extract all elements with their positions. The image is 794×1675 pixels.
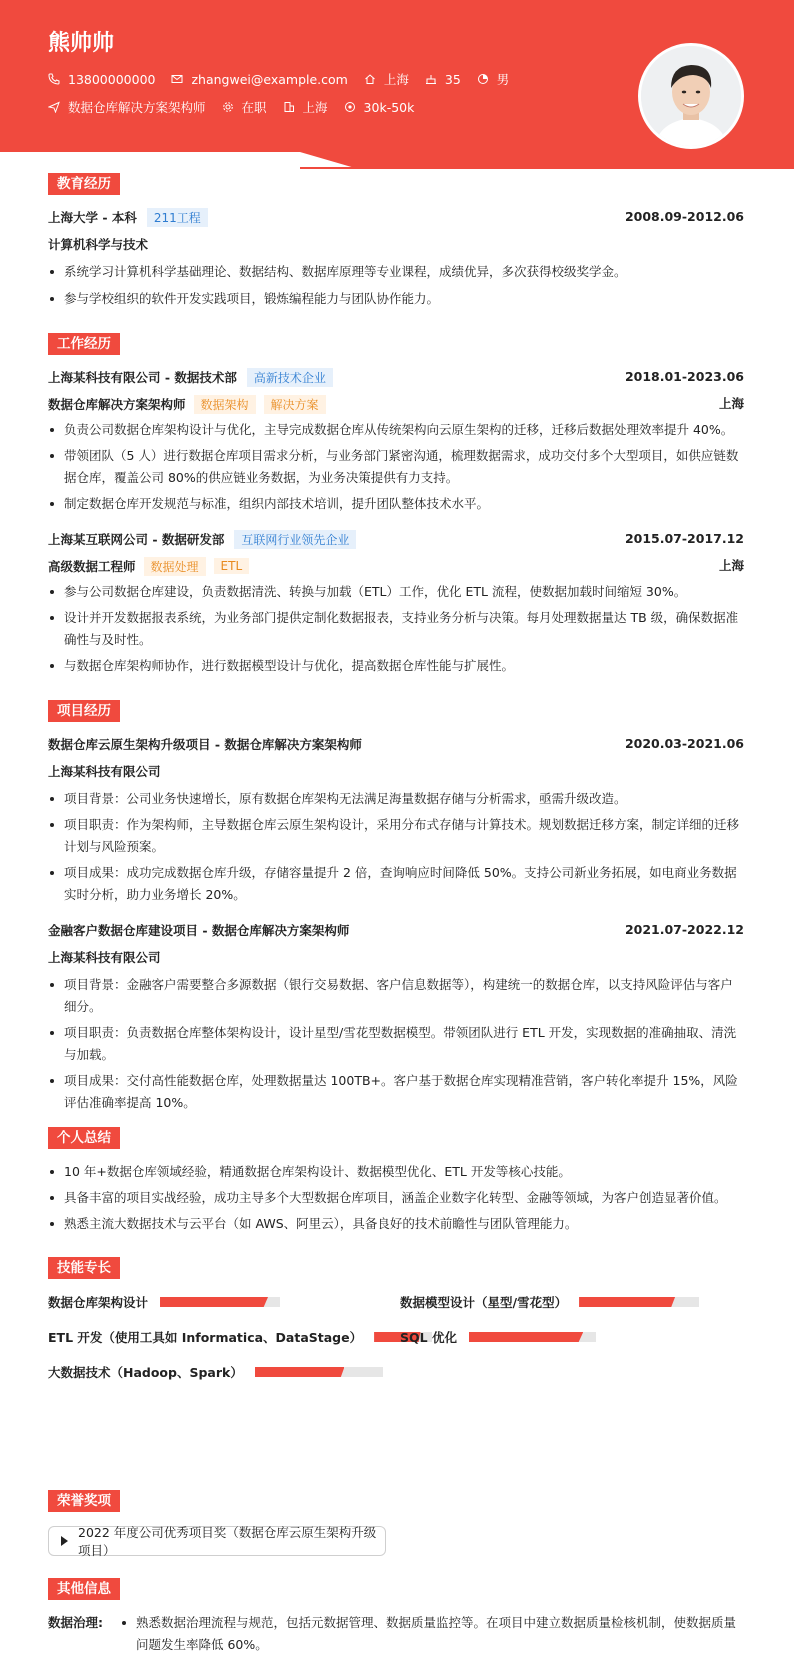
list-item: 项目成果：成功完成数据仓库升级，存储容量提升 2 倍，查询响应时间降低 50%。支持公司新业务拓展，如电商业务数据实时分析，助力业务增长 20%。 [48,862,744,906]
summary-bullets [48,1161,744,1235]
cake-icon [425,73,437,85]
gender-icon [477,73,489,85]
skill-bar [469,1332,596,1342]
list-item: 10 年+数据仓库领域经验，精通数据仓库架构设计、数据模型优化、ETL 开发等核心技能。 [48,1161,744,1183]
section-header [48,1257,744,1281]
section-header [48,1490,744,1514]
job-header [48,367,744,387]
project-header [48,920,744,940]
other-label: 数据治理: [48,1615,103,1630]
salary-item [344,100,415,115]
company-name: 上海某科技有限公司 - 数据技术部 [48,370,237,385]
avatar [638,43,744,149]
job-bullets [48,581,744,677]
list-item: 项目背景：金融客户需要整合多源数据（银行交易数据、客户信息数据等），构建统一的数据仓库，以支持风险评估与客户细分。 [48,974,744,1018]
send-icon [48,101,60,113]
caret-right-icon [61,1536,68,1546]
work-section [48,333,744,677]
section-header [48,1127,744,1151]
education-section [48,173,744,310]
skill-bar-fill [255,1367,345,1377]
section-title: 项目经历 [48,700,120,722]
skill-name: 数据模型设计（星型/雪花型） [400,1295,568,1310]
gear-icon [222,101,234,113]
job-location: 上海 [718,396,744,411]
skills-section [48,1257,744,1281]
list-item: 设计并开发数据报表系统，为业务部门提供定制化数据报表，支持业务分析与决策。每月处理数据量达 TB 级，确保数据准确性与及时性。 [48,607,744,651]
skill-item [400,1328,596,1346]
phone-text: 13800000000 [68,71,156,87]
position-text: 数据仓库解决方案架构师 [68,100,206,115]
skill-name: SQL 优化 [400,1330,457,1345]
project-company: 上海某科技有限公司 [48,764,161,779]
skill-item [48,1293,280,1311]
company-tag: 互联网行业领先企业 [234,530,356,549]
building-icon [283,101,295,113]
section-title: 荣誉奖项 [48,1490,120,1512]
skill-name: ETL 开发（使用工具如 Informatica、DataStage） [48,1330,363,1345]
project-name: 数据仓库云原生架构升级项目 - 数据仓库解决方案架构师 [48,737,362,752]
school-name: 上海大学 - 本科 [48,210,137,225]
city-item [364,70,409,88]
section-header [48,173,744,197]
section-header [48,333,744,357]
candidate-name: 熊帅帅 [48,31,115,56]
list-item: 项目背景：公司业务快速增长，原有数据仓库架构无法满足海量数据存储与分析需求，亟需升级改造。 [48,788,744,810]
skill-bar-fill [160,1297,268,1307]
project-company: 上海某科技有限公司 [48,950,161,965]
job-header [48,529,744,549]
job-role-row [48,394,744,414]
other-item [48,1612,744,1656]
age-item [425,72,461,87]
education-row [48,207,744,227]
section-header [48,1578,744,1602]
job-role: 高级数据工程师 [48,559,136,574]
skill-bar [160,1297,280,1307]
projects-section [48,700,744,1114]
section-title: 工作经历 [48,333,120,355]
phone-item [48,72,155,87]
project-period: 2020.03-2021.06 [624,736,744,751]
list-item: 参与学校组织的软件开发实践项目，锻炼编程能力与团队协作能力。 [48,288,744,310]
summary-section [48,1127,744,1235]
project-name: 金融客户数据仓库建设项目 - 数据仓库解决方案架构师 [48,923,350,938]
other-bullets [120,1612,744,1656]
contact-row [48,70,525,88]
job-location: 上海 [718,558,744,573]
skill-item [400,1293,699,1311]
awards-section [48,1490,744,1514]
section-header [48,700,744,724]
skill-name: 数据仓库架构设计 [48,1295,149,1310]
skill-item [48,1363,383,1381]
phone-icon [48,73,60,85]
status-text: 在职 [241,100,267,115]
resume-header [0,0,794,185]
list-item: 制定数据仓库开发规范与标准，组织内部技术培训，提升团队整体技术水平。 [48,493,744,515]
mail-icon [171,73,183,85]
section-title: 其他信息 [48,1578,120,1600]
coin-icon [344,101,356,113]
list-item: 熟悉数据治理流程与规范，包括元数据管理、数据质量监控等。在项目中建立数据质量检核机制，使数据质量问题发生率降低 60%。 [120,1612,744,1656]
list-item: 具备丰富的项目实战经验，成功主导多个大型数据仓库项目，涵盖企业数字化转型、金融等领域，为客户创造显著价值。 [48,1187,744,1209]
position-item [48,98,206,116]
company-name: 上海某互联网公司 - 数据研发部 [48,532,225,547]
skill-item [48,1328,432,1346]
target-city-text: 上海 [302,100,328,115]
job-role-row [48,556,744,576]
school-tag: 211工程 [147,208,208,227]
project-header [48,734,744,754]
skill-bar [255,1367,383,1377]
list-item: 项目职责：作为架构师，主导数据仓库云原生架构设计，采用分布式存储与计算技术。规划数据迁移方案，制定详细的迁移计划与风险预案。 [48,814,744,858]
list-item: 熟悉主流大数据技术与云平台（如 AWS、阿里云），具备良好的技术前瞻性与团队管理能力。 [48,1213,744,1235]
list-item: 与数据仓库架构师协作，进行数据模型设计与优化，提高数据仓库性能与扩展性。 [48,655,744,677]
salary-text: 30k-50k [363,99,415,115]
role-tag: 数据处理 [144,557,206,576]
section-title: 个人总结 [48,1127,120,1149]
company-tag: 高新技术企业 [247,368,333,387]
project-period: 2021.07-2022.12 [624,922,744,937]
gender-item [477,70,510,88]
section-title: 技能专长 [48,1257,120,1279]
skill-bar-fill [469,1332,583,1342]
list-item: 带领团队（5 人）进行数据仓库项目需求分析，与业务部门紧密沟通，梳理数据需求，成功交付多个大型项目，如供应链数据仓库，覆盖公司 80%的供应链业务数据，为业务决策提供有力支持。 [48,445,744,489]
education-period: 2008.09-2012.06 [624,209,744,224]
email-item [171,72,347,87]
city-text: 上海 [383,72,409,87]
job-role: 数据仓库解决方案架构师 [48,397,186,412]
job-period: 2018.01-2023.06 [624,369,744,384]
other-section [48,1578,744,1656]
gender-text: 男 [496,72,510,87]
project-bullets [48,974,744,1114]
section-title: 教育经历 [48,173,120,195]
age-text: 35 [444,71,461,87]
job-intent-row [48,98,430,116]
role-tag: 数据架构 [194,395,256,414]
list-item: 项目职责：负责数据仓库整体架构设计，设计星型/雪花型数据模型。带领团队进行 ETL 开发，实现数据的准确抽取、清洗与加载。 [48,1022,744,1066]
list-item: 项目成果：交付高性能数据仓库，处理数据量达 100TB+。客户基于数据仓库实现精准营销，客户转化率提升 15%，风险评估准确率提高 10%。 [48,1070,744,1114]
skill-name: 大数据技术（Hadoop、Spark） [48,1365,243,1380]
home-icon [364,73,376,85]
skill-bar [579,1297,699,1307]
list-item: 负责公司数据仓库架构设计与优化，主导完成数据仓库从传统架构向云原生架构的迁移，迁移后数据处理效率提升 40%。 [48,419,744,441]
target-city-item [283,98,328,116]
job-period: 2015.07-2017.12 [624,531,744,546]
role-tag: ETL [214,558,250,574]
award-text: 2022 年度公司优秀项目奖（数据仓库云原生架构升级项目） [78,1525,377,1558]
project-bullets [48,788,744,906]
skill-bar-fill [579,1297,675,1307]
education-bullets [48,261,744,310]
status-item [222,98,267,116]
job-bullets [48,419,744,515]
list-item: 参与公司数据仓库建设，负责数据清洗、转换与加载（ETL）工作，优化 ETL 流程，使数据加载时间缩短 30%。 [48,581,744,603]
major: 计算机科学与技术 [48,237,149,252]
award-item[interactable] [48,1526,386,1556]
email-text: zhangwei@example.com [191,71,348,87]
list-item: 系统学习计算机科学基础理论、数据结构、数据库原理等专业课程，成绩优异，多次获得校级奖学金。 [48,261,744,283]
role-tag: 解决方案 [264,395,326,414]
